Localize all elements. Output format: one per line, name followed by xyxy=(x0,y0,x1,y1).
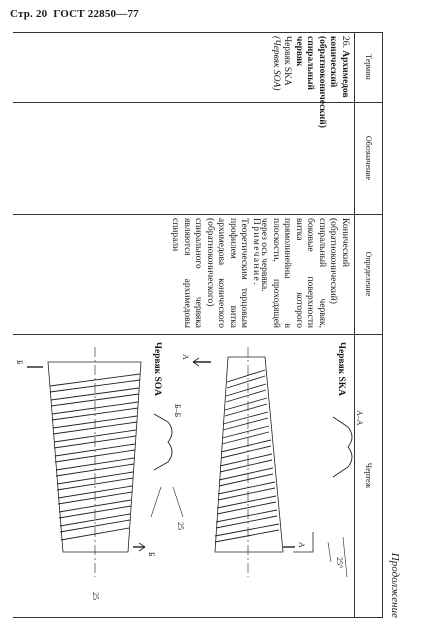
note-lead: Примечание. xyxy=(251,218,261,286)
soa-cut-label: Б xyxy=(15,360,24,365)
definition-text: Конический (обратноконический) спиральный червяк, боковые поверхности витка которого прямолинейны в плоскости, проходящей через ось червяка. xyxy=(259,218,350,328)
page-number: Стр. 20 xyxy=(10,8,48,20)
col-header-designation: Обозначение xyxy=(364,135,374,181)
continued-label: Продолжение xyxy=(389,552,401,618)
term-code: Червяк SKA xyxy=(282,36,293,86)
ska-cut-label-2: А xyxy=(297,542,306,548)
soa-angle-label-2: 25 xyxy=(91,592,100,600)
standard-code: ГОСТ 22850—77 xyxy=(53,8,139,20)
col-header-term: Термин xyxy=(364,54,374,80)
term-table xyxy=(13,32,383,618)
soa-angle-label: 25 xyxy=(176,522,185,530)
worm-drawings xyxy=(13,32,383,618)
worm-ska-figure xyxy=(193,347,352,577)
ska-section-label: А–А xyxy=(355,410,364,426)
term-number: 26. xyxy=(340,36,350,48)
ska-cut-label: А xyxy=(181,354,190,360)
soa-section-label: Б–Б xyxy=(173,404,182,418)
soa-cut-label-2: Б xyxy=(147,552,156,557)
ska-angle-label: 25° xyxy=(335,557,344,569)
term-alt: (Червяк SOA) xyxy=(271,36,281,91)
rotated-table-block xyxy=(13,32,401,618)
note-text: Теоретическим торцовым профилем витка архимедова конического (обратноконического) спирального червяка являются архимедовы спирали xyxy=(170,218,250,328)
col-header-definition: Определение xyxy=(364,251,374,297)
term-text: Архимедов конический (обратноконический) спиральный червяк xyxy=(294,36,350,128)
soa-title: Червяк SOA xyxy=(152,342,162,396)
page-header xyxy=(10,8,142,20)
col-header-drawing: Чертеж xyxy=(364,462,374,489)
ska-title: Червяк SKA xyxy=(336,342,346,396)
